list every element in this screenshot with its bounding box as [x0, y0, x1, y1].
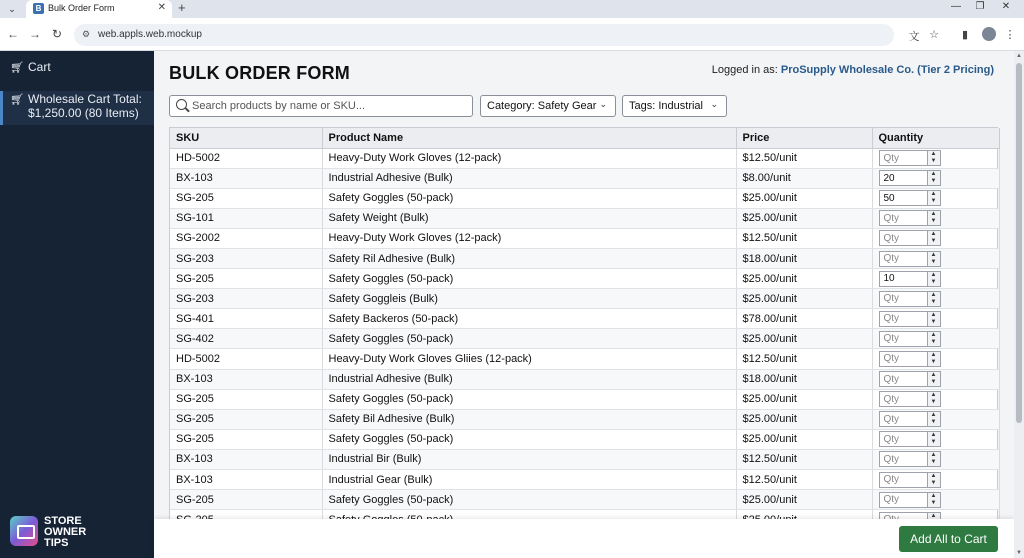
quantity-cell: [872, 329, 999, 349]
sku-cell: HD-5002: [170, 148, 322, 168]
product-name-cell: Industrial Bir (Bulk): [322, 449, 736, 469]
sku-cell: SG-203: [170, 289, 322, 309]
favicon-icon: B: [33, 3, 44, 14]
spinner-arrows-icon[interactable]: ▲ ▼: [927, 291, 941, 307]
quantity-input[interactable]: [879, 210, 927, 226]
column-header-price[interactable]: Price: [736, 128, 872, 148]
sku-cell: HD-5002: [170, 349, 322, 369]
quantity-input[interactable]: [879, 492, 927, 508]
add-all-to-cart-button[interactable]: Add All to Cart: [899, 526, 998, 552]
logo-text-line: STORE: [44, 515, 82, 527]
quantity-stepper[interactable]: [879, 271, 941, 287]
price-cell: $8.00/unit: [736, 168, 872, 188]
browser-tabstrip: [0, 0, 1024, 18]
product-name-cell: Safety Goggles (50-pack): [322, 269, 736, 289]
price-cell: $25.00/unit: [736, 409, 872, 429]
table-row: [170, 269, 999, 289]
table-row: [170, 389, 999, 409]
category-select-value: Category: Safety Gear: [487, 100, 597, 112]
product-name-cell: Heavy-Duty Work Gloves Gliies (12-pack): [322, 349, 736, 369]
table-row: [170, 490, 999, 510]
price-cell: $18.00/unit: [736, 369, 872, 389]
sidebar-item-cart-total[interactable]: [0, 91, 154, 125]
quantity-cell: [872, 228, 999, 248]
table-row: [170, 369, 999, 389]
minimize-icon[interactable]: —: [951, 1, 961, 12]
footer-bar: [154, 519, 1014, 558]
sku-cell: BX-103: [170, 369, 322, 389]
product-name-cell: Safety Weight (Bulk): [322, 208, 736, 228]
sku-cell: SG-2002: [170, 228, 322, 248]
quantity-input[interactable]: [879, 472, 927, 488]
quantity-stepper[interactable]: [879, 451, 941, 467]
sku-cell: SG-101: [170, 208, 322, 228]
table-row: [170, 208, 999, 228]
store-owner-tips-logo: [10, 514, 150, 550]
quantity-stepper[interactable]: [879, 391, 941, 407]
product-name-cell: Safety Ril Adhesive (Bulk): [322, 248, 736, 268]
quantity-stepper[interactable]: [879, 431, 941, 447]
close-window-icon[interactable]: ✕: [1001, 1, 1011, 12]
cart-total-label: Wholesale Cart Total:: [28, 92, 142, 106]
price-cell: $78.00/unit: [736, 309, 872, 329]
quantity-cell: [872, 429, 999, 449]
cart-icon: 🛒︎: [10, 62, 24, 74]
back-icon[interactable]: ←: [7, 27, 19, 41]
address-bar[interactable]: [74, 24, 894, 46]
profile-icon[interactable]: [982, 27, 996, 41]
spinner-arrows-icon[interactable]: ▲ ▼: [927, 451, 941, 467]
products-table: [169, 127, 998, 522]
table-row: [170, 168, 999, 188]
tags-select[interactable]: [622, 95, 727, 117]
sku-cell: SG-205: [170, 269, 322, 289]
price-cell: $25.00/unit: [736, 188, 872, 208]
quantity-input[interactable]: [879, 170, 927, 186]
login-info: [712, 64, 994, 76]
product-name-cell: Safety Goggles (50-pack): [322, 389, 736, 409]
quantity-input[interactable]: [879, 331, 927, 347]
product-name-cell: Safety Goggleis (Bulk): [322, 289, 736, 309]
reload-icon[interactable]: ↻: [51, 27, 63, 41]
sku-cell: BX-103: [170, 470, 322, 490]
price-cell: $12.50/unit: [736, 228, 872, 248]
quantity-cell: [872, 269, 999, 289]
product-name-cell: Industrial Adhesive (Bulk): [322, 168, 736, 188]
spinner-arrows-icon[interactable]: ▲: [927, 512, 941, 528]
spinner-arrows-icon[interactable]: ▲ ▼: [927, 371, 941, 387]
quantity-stepper[interactable]: [879, 170, 941, 186]
logo-text-line: OWNER: [44, 526, 87, 538]
tab-title: Bulk Order Form: [48, 3, 115, 13]
account-link[interactable]: ProSupply Wholesale Co. (Tier 2 Pricing): [780, 64, 994, 76]
quantity-stepper[interactable]: [879, 411, 941, 427]
sku-cell: SG-402: [170, 329, 322, 349]
sku-cell: SG-203: [170, 248, 322, 268]
price-cell: $12.50/unit: [736, 449, 872, 469]
site-settings-icon[interactable]: ⚙: [82, 29, 91, 39]
table-row: [170, 248, 999, 268]
forward-icon[interactable]: →: [29, 27, 41, 41]
side-panel-icon[interactable]: ▮: [961, 29, 969, 41]
quantity-input[interactable]: [879, 251, 927, 267]
quantity-cell: [872, 208, 999, 228]
sku-cell: SG-205: [170, 188, 322, 208]
spinner-arrows-icon[interactable]: ▲ ▼: [927, 411, 941, 427]
price-cell: $12.50/unit: [736, 148, 872, 168]
quantity-stepper[interactable]: [879, 291, 941, 307]
quantity-cell: [872, 490, 999, 510]
quantity-input[interactable]: [879, 411, 927, 427]
sku-cell: SG-205: [170, 429, 322, 449]
product-name-cell: Safety Goggles (50-pack): [322, 188, 736, 208]
spinner-arrows-icon[interactable]: ▲ ▼: [927, 190, 941, 206]
spinner-arrows-icon[interactable]: ▲ ▼: [927, 150, 941, 166]
price-cell: $25.00/unit: [736, 269, 872, 289]
quantity-input[interactable]: [879, 431, 927, 447]
column-header-sku[interactable]: SKU: [170, 128, 322, 148]
column-header-quantity[interactable]: Quantity: [872, 128, 999, 148]
spinner-arrows-icon[interactable]: ▲ ▼: [927, 170, 941, 186]
product-name-cell: Safety Goggles (50-pack): [322, 429, 736, 449]
table-row: [170, 309, 999, 329]
product-name-cell: Industrial Gear (Bulk): [322, 470, 736, 490]
quantity-stepper[interactable]: [879, 371, 941, 387]
more-icon[interactable]: ⋮: [1004, 29, 1016, 41]
quantity-input[interactable]: [879, 391, 927, 407]
table-row: [170, 329, 999, 349]
quantity-stepper[interactable]: [879, 331, 941, 347]
quantity-cell: [872, 148, 999, 168]
spinner-arrows-icon[interactable]: ▲ ▼: [927, 492, 941, 508]
quantity-stepper[interactable]: [879, 472, 941, 488]
table-row: [170, 228, 999, 248]
quantity-cell: [872, 168, 999, 188]
product-name-cell: Heavy-Duty Work Gloves (12-pack): [322, 228, 736, 248]
sidebar-item-label: Cart: [28, 60, 51, 74]
sku-cell: SG-205: [170, 490, 322, 510]
price-cell: $25.00/unit: [736, 490, 872, 510]
page-scrollbar[interactable]: [1014, 51, 1024, 558]
chevron-down-icon: ⌄: [599, 99, 607, 109]
table-row: [170, 148, 999, 168]
spinner-arrows-icon[interactable]: ▲ ▼: [927, 230, 941, 246]
page-title: BULK ORDER FORM: [169, 63, 350, 83]
sku-cell: BX-103: [170, 168, 322, 188]
quantity-stepper[interactable]: [879, 210, 941, 226]
star-icon[interactable]: ☆: [929, 29, 939, 41]
spinner-arrows-icon[interactable]: ▲ ▼: [927, 431, 941, 447]
category-select[interactable]: [480, 95, 616, 117]
scroll-down-icon[interactable]: ▼: [1016, 550, 1022, 556]
quantity-input[interactable]: [879, 311, 927, 327]
quantity-input[interactable]: [879, 451, 927, 467]
quantity-stepper[interactable]: [879, 251, 941, 267]
sidebar: [0, 51, 154, 558]
quantity-cell: [872, 409, 999, 429]
main-content: [154, 51, 1014, 558]
tab-menu-icon[interactable]: ⌄: [8, 4, 16, 14]
spinner-arrows-icon[interactable]: ▲ ▼: [927, 271, 941, 287]
quantity-stepper[interactable]: [879, 230, 941, 246]
quantity-cell: [872, 188, 999, 208]
quantity-stepper[interactable]: [879, 150, 941, 166]
table-row: [170, 349, 999, 369]
url-text[interactable]: web.appls.web.mockup: [98, 29, 202, 40]
tags-select-value: Tags: Industrial: [629, 100, 703, 112]
sku-cell: SG-205: [170, 389, 322, 409]
quantity-cell: [872, 349, 999, 369]
spinner-arrows-icon[interactable]: ▲ ▼: [927, 311, 941, 327]
table-row: [170, 470, 999, 490]
product-name-cell: Safety Goggles (50-pack): [322, 490, 736, 510]
restore-icon[interactable]: ❐: [975, 1, 985, 12]
product-name-cell: Safety Goggles (50-pack): [322, 329, 736, 349]
product-name-cell: Heavy-Duty Work Gloves (12-pack): [322, 148, 736, 168]
sku-cell: SG-401: [170, 309, 322, 329]
price-cell: $12.50/unit: [736, 470, 872, 490]
price-cell: $25.00/unit: [736, 329, 872, 349]
cart-total-value: $1,250.00 (80 Items): [28, 106, 139, 120]
quantity-cell: [872, 449, 999, 469]
product-name-cell: Safety Backeros (50-pack): [322, 309, 736, 329]
quantity-cell: [872, 389, 999, 409]
spinner-arrows-icon[interactable]: ▲ ▼: [927, 472, 941, 488]
price-cell: $25.00/unit: [736, 429, 872, 449]
login-prefix: Logged in as:: [711, 64, 778, 76]
spinner-arrows-icon[interactable]: ▲ ▼: [927, 210, 941, 226]
quantity-cell: [872, 289, 999, 309]
quantity-stepper[interactable]: [879, 190, 941, 206]
price-cell: $25.00/unit: [736, 289, 872, 309]
search-input[interactable]: [192, 98, 468, 114]
spinner-arrows-icon[interactable]: ▲ ▼: [927, 331, 941, 347]
quantity-input[interactable]: [879, 351, 927, 367]
spinner-arrows-icon[interactable]: ▲ ▼: [927, 351, 941, 367]
quantity-stepper[interactable]: [879, 492, 941, 508]
quantity-cell: [872, 470, 999, 490]
quantity-input[interactable]: [879, 271, 927, 287]
logo-icon: [10, 516, 38, 546]
browser-toolbar: [0, 18, 1024, 51]
quantity-cell: [872, 309, 999, 329]
price-cell: $12.50/unit: [736, 349, 872, 369]
logo-text-line: TIPS: [44, 537, 69, 549]
quantity-stepper[interactable]: [879, 311, 941, 327]
scroll-up-icon[interactable]: ▲: [1016, 53, 1022, 59]
translate-icon[interactable]: 文: [908, 31, 920, 43]
price-cell: $25.00/unit: [736, 389, 872, 409]
table-header-row: [170, 128, 999, 148]
quantity-input[interactable]: [879, 230, 927, 246]
price-cell: $25.00/unit: [736, 208, 872, 228]
sku-cell: BX-103: [170, 449, 322, 469]
table-row: [170, 188, 999, 208]
table-row: [170, 449, 999, 469]
price-cell: $18.00/unit: [736, 248, 872, 268]
quantity-cell: [872, 248, 999, 268]
tab-close-icon[interactable]: ✕: [157, 2, 166, 13]
search-box[interactable]: [169, 95, 473, 117]
table-row: [170, 289, 999, 309]
quantity-input[interactable]: [879, 190, 927, 206]
quantity-stepper[interactable]: [879, 351, 941, 367]
sku-cell: SG-205: [170, 409, 322, 429]
sidebar-item-cart[interactable]: [0, 59, 154, 79]
spinner-arrows-icon[interactable]: ▲ ▼: [927, 391, 941, 407]
quantity-cell: [872, 369, 999, 389]
new-tab-button[interactable]: +: [178, 0, 186, 15]
scrollbar-thumb[interactable]: [1016, 63, 1022, 423]
search-icon: [176, 99, 187, 110]
spinner-arrows-icon[interactable]: ▲ ▼: [927, 251, 941, 267]
browser-tab[interactable]: [26, 0, 172, 18]
column-header-product-name[interactable]: Product Name: [322, 128, 736, 148]
product-name-cell: Safety Bil Adhesive (Bulk): [322, 409, 736, 429]
quantity-input[interactable]: [879, 150, 927, 166]
product-name-cell: Industrial Adhesive (Bulk): [322, 369, 736, 389]
quantity-input[interactable]: [879, 291, 927, 307]
table-row: [170, 409, 999, 429]
quantity-input[interactable]: [879, 371, 927, 387]
chevron-down-icon: ⌄: [710, 99, 718, 109]
cart-icon: 🛒︎: [10, 94, 24, 106]
table-row: [170, 429, 999, 449]
